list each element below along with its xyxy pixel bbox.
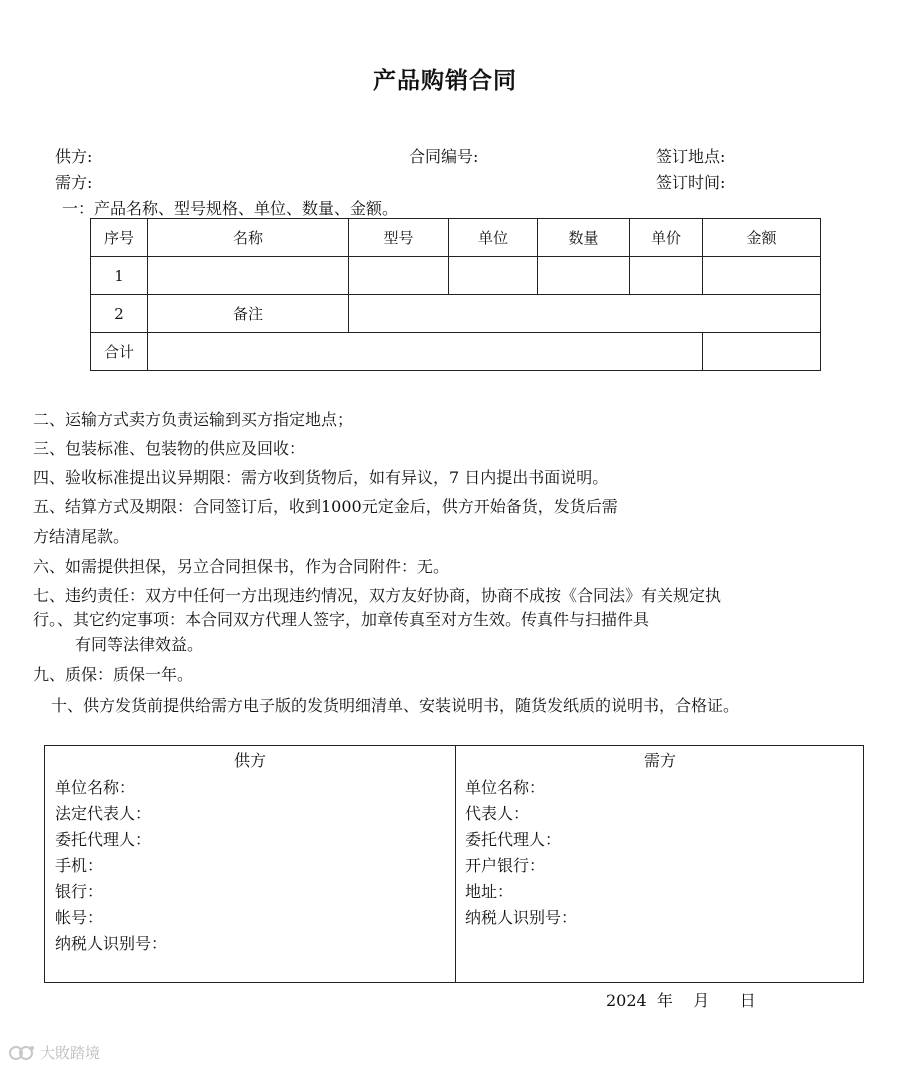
- date-line: 2024 年 月 日: [606, 991, 756, 1010]
- clause-5-line-2: 方结清尾款。: [33, 527, 130, 546]
- supplier-field: 银行：: [55, 882, 104, 901]
- table-row: [91, 257, 821, 295]
- table-cell: [703, 257, 821, 295]
- clause-2: 二、运输方式卖方负责运输到买方指定地点；: [33, 410, 354, 429]
- clause-7-line-3: 有同等法律效益。: [75, 635, 204, 654]
- supplier-heading: 供方: [233, 751, 266, 770]
- table-cell: 1: [91, 257, 148, 295]
- header-cell: 金额: [703, 219, 821, 257]
- buyer-field: 地址：: [465, 882, 514, 901]
- clause-7-line-1: 七、违约责任：双方中任何一方出现违约情况，双方友好协商，协商不成按《合同法》有关规定执: [33, 586, 722, 605]
- buyer-field: 纳税人识别号：: [465, 908, 578, 927]
- buyer-field: 代表人：: [465, 804, 530, 823]
- remarks-cell: [349, 295, 821, 333]
- clause-9: 九、质保：质保一年。: [33, 665, 194, 684]
- supplier-field: 帐号：: [55, 908, 104, 927]
- header-cell: 单位: [449, 219, 538, 257]
- watermark-logo-icon: [8, 1043, 36, 1063]
- watermark-text: 大敗踏境: [40, 1044, 101, 1062]
- buyer-signature-block: [455, 746, 865, 982]
- supplier-signature-block: [45, 746, 456, 982]
- sign-place-label: 签订地点:: [656, 147, 726, 166]
- supplier-field: 法定代表人：: [55, 804, 152, 823]
- table-cell: [538, 257, 630, 295]
- buyer-field: 单位名称：: [465, 778, 546, 797]
- watermark: [8, 1042, 100, 1063]
- total-span-cell: [148, 333, 703, 371]
- buyer-field: 委托代理人：: [465, 830, 562, 849]
- clause-6: 六、如需提供担保，另立合同担保书，作为合同附件：无。: [33, 557, 450, 576]
- buyer-label: 需方:: [55, 173, 93, 192]
- remarks-label: 备注: [148, 295, 349, 333]
- table-cell: [449, 257, 538, 295]
- table-row: [91, 295, 821, 333]
- supplier-field: 手机：: [55, 856, 104, 875]
- table-cell: [349, 257, 449, 295]
- table-header-row: [91, 219, 821, 257]
- header-cell: 名称: [148, 219, 349, 257]
- section-1-heading: 一：产品名称、型号规格、单位、数量、金额。: [62, 199, 399, 218]
- clause-5-line-1: 五、结算方式及期限：合同签订后，收到1000元定金后，供方开始备货，发货后需: [33, 497, 618, 516]
- buyer-field: 开户银行：: [465, 856, 546, 875]
- table-cell: [630, 257, 703, 295]
- table-cell: [148, 257, 349, 295]
- clause-3: 三、包装标准、包装物的供应及回收：: [33, 439, 306, 458]
- table-cell: 2: [91, 295, 148, 333]
- clause-4: 四、验收标准提出议异期限：需方收到货物后，如有异议，7 日内提出书面说明。: [33, 468, 609, 487]
- header-cell: 型号: [349, 219, 449, 257]
- clause-7-line-2: 行。、其它约定事项：本合同双方代理人签字，加章传真至对方生效。传真件与扫描件具: [33, 610, 650, 629]
- supplier-field: 纳税人识别号：: [55, 934, 168, 953]
- buyer-heading: 需方: [643, 751, 676, 770]
- table-total-row: [91, 333, 821, 371]
- supplier-field: 委托代理人：: [55, 830, 152, 849]
- supplier-field: 单位名称：: [55, 778, 136, 797]
- sign-time-label: 签订时间:: [656, 173, 726, 192]
- contract-no-label: 合同编号:: [409, 147, 479, 166]
- supplier-label: 供方:: [55, 147, 93, 166]
- signature-table: [44, 745, 864, 983]
- document-title: 产品购销合同: [373, 68, 517, 94]
- header-cell: 序号: [91, 219, 148, 257]
- clause-10: 十、供方发货前提供给需方电子版的发货明细清单、安装说明书，随货发纸质的说明书，合格证。: [51, 696, 740, 715]
- header-cell: 单价: [630, 219, 703, 257]
- total-label: 合计: [91, 333, 148, 371]
- total-amount-cell: [703, 333, 821, 371]
- product-table: [90, 218, 821, 371]
- header-cell: 数量: [538, 219, 630, 257]
